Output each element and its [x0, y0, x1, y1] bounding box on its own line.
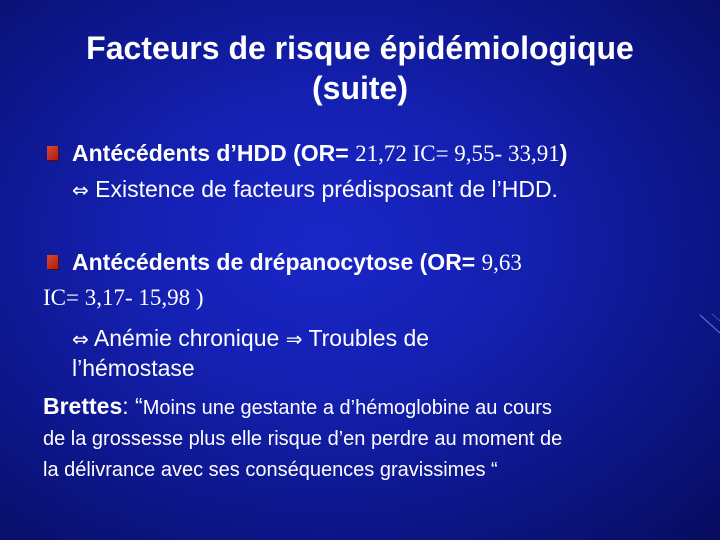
bullet-marker-1 [47, 146, 58, 160]
bullet-1-close: ) [559, 140, 568, 166]
title-line-1: Facteurs de risque épidémiologique [86, 30, 634, 66]
bullet-1-stats: 21,72 IC= 9,55- 33,91 [355, 141, 560, 166]
bullet-2-consequence-1: Anémie chronique [93, 325, 280, 351]
bullet-2-consequence-2: Troubles de [308, 325, 430, 351]
bullet-2-consequence-3: l’hémostase [72, 355, 195, 381]
quote-colon: : “ [122, 393, 143, 419]
equivalence-arrow-icon: ⇔ [72, 327, 89, 351]
quote-first-line [43, 392, 552, 421]
bullet-marker-2 [47, 255, 58, 269]
quote-line-3: la délivrance avec ses conséquences gravissimes “ [43, 459, 498, 481]
decorative-line-1 [700, 315, 720, 333]
quote-line-2: de la grossesse plus elle risque d’en perdre au moment de [43, 428, 563, 450]
bullet-2-stats-b: IC= 3,17- 15,98 ) [43, 285, 204, 310]
quote-line-1: Moins une gestante a d’hémoglobine au cours [142, 397, 552, 419]
bullet-1-heading [72, 139, 567, 168]
decorative-line-2 [712, 314, 720, 321]
bullet-2-consequence-line [72, 324, 429, 353]
bullet-2-label: Antécédents de drépanocytose (OR= [72, 249, 482, 275]
quote-author: Brettes [43, 393, 123, 419]
implies-arrow-icon: ⇒ [285, 327, 303, 351]
bullet-1-label: Antécédents d’HDD (OR= [72, 140, 356, 166]
equivalence-arrow-icon: ⇔ [72, 178, 89, 202]
title-line-2: (suite) [312, 70, 408, 106]
bullet-1-consequence: Existence de facteurs prédisposant de l’HDD. [95, 176, 558, 202]
bullet-1-consequence-line [72, 175, 558, 204]
bullet-2-heading [72, 248, 522, 277]
bullet-2-stats-a: 9,63 [481, 250, 522, 275]
slide-title [0, 28, 720, 108]
